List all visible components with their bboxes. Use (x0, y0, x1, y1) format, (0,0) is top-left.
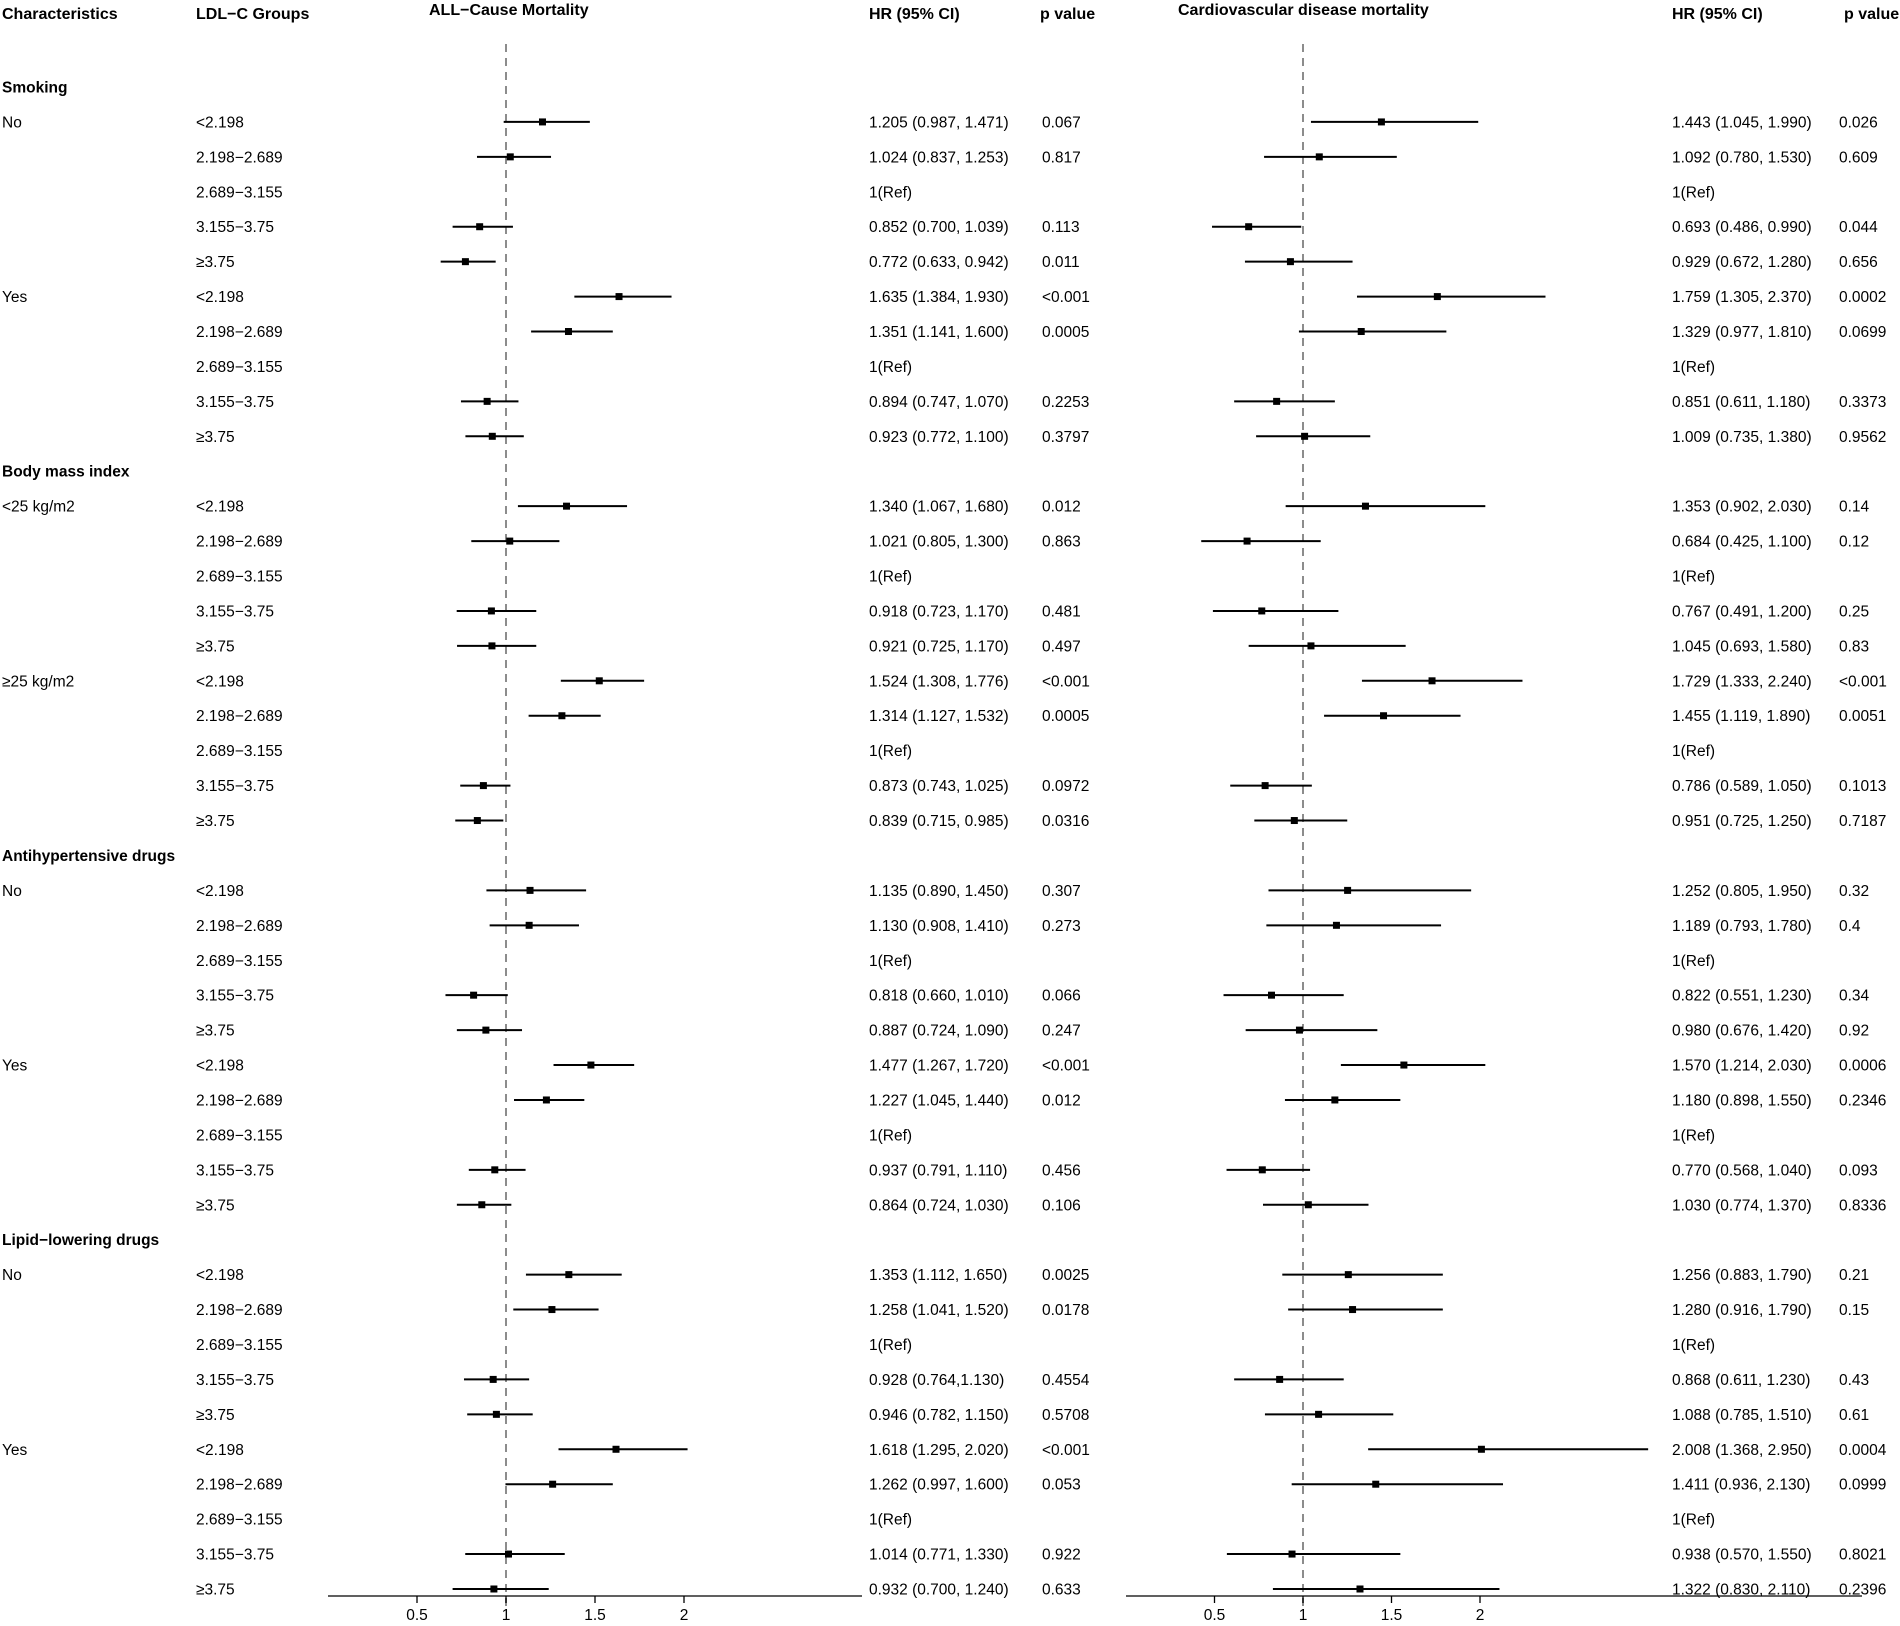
hr-ci-all-cause: 0.873 (0.743, 1.025) (869, 778, 1009, 796)
hr-point-cvd (1287, 258, 1294, 265)
p-value-all-cause: 0.0005 (1042, 708, 1090, 726)
hr-point-cvd (1349, 1306, 1356, 1313)
ldl-group-label: 2.689−3.155 (196, 1511, 283, 1529)
hr-ci-all-cause: 1(Ref) (869, 1511, 913, 1529)
ldl-group-label: 2.198−2.689 (196, 533, 283, 551)
hr-ci-cvd: 1.252 (0.805, 1.950) (1672, 882, 1812, 900)
p-value-all-cause: 0.456 (1042, 1162, 1081, 1180)
p-value-cvd: 0.61 (1839, 1406, 1870, 1424)
hr-ci-all-cause: 1.314 (1.127, 1.532) (869, 708, 1009, 726)
hr-ci-cvd: 1.729 (1.333, 2.240) (1672, 673, 1812, 691)
ldl-group-label: <2.198 (196, 1441, 244, 1459)
header-ldl-groups: LDL−C Groups (196, 6, 310, 23)
p-value-cvd: 0.92 (1839, 1022, 1870, 1040)
hr-ci-all-cause: 1(Ref) (869, 358, 913, 376)
p-value-all-cause: 0.481 (1042, 603, 1081, 621)
p-value-all-cause: 0.012 (1042, 498, 1081, 516)
p-value-all-cause: 0.5708 (1042, 1406, 1090, 1424)
p-value-all-cause: 0.0025 (1042, 1267, 1090, 1285)
hr-ci-cvd: 1.570 (1.214, 2.030) (1672, 1057, 1812, 1075)
ldl-group-label: 2.198−2.689 (196, 917, 283, 935)
hr-ci-cvd: 1.353 (0.902, 2.030) (1672, 498, 1812, 516)
hr-ci-all-cause: 1.258 (1.041, 1.520) (869, 1302, 1009, 1320)
hr-ci-all-cause: 1.635 (1.384, 1.930) (869, 289, 1009, 307)
hr-ci-all-cause: 1(Ref) (869, 184, 913, 202)
ldl-group-label: 3.155−3.75 (196, 1546, 275, 1564)
hr-ci-all-cause: 1.353 (1.112, 1.650) (869, 1267, 1008, 1285)
ldl-group-label: <2.198 (196, 114, 244, 132)
hr-point-all-cause (558, 712, 565, 719)
p-value-cvd: 0.8021 (1839, 1546, 1887, 1564)
p-value-all-cause: 0.922 (1042, 1546, 1081, 1564)
hr-point-cvd (1380, 712, 1387, 719)
p-value-cvd: 0.83 (1839, 638, 1870, 656)
hr-ci-all-cause: 1(Ref) (869, 568, 913, 586)
hr-ci-all-cause: 0.887 (0.724, 1.090) (869, 1022, 1009, 1040)
hr-ci-all-cause: 0.946 (0.782, 1.150) (869, 1406, 1009, 1424)
hr-point-cvd (1291, 817, 1298, 824)
hr-ci-cvd: 2.008 (1.368, 2.950) (1672, 1441, 1812, 1459)
hr-point-cvd (1268, 992, 1275, 999)
header-panel1-title: ALL−Cause Mortality (429, 2, 589, 19)
hr-point-cvd (1345, 1271, 1352, 1278)
hr-ci-cvd: 0.851 (0.611, 1.180) (1672, 393, 1811, 411)
hr-point-all-cause (548, 1306, 555, 1313)
hr-point-all-cause (613, 1446, 620, 1453)
p-value-cvd: 0.3373 (1839, 393, 1887, 411)
ldl-group-label: <2.198 (196, 1267, 244, 1285)
p-value-cvd: 0.4 (1839, 917, 1861, 935)
subgroup-label: No (2, 114, 22, 132)
hr-point-cvd (1478, 1446, 1485, 1453)
hr-point-all-cause (587, 1062, 594, 1069)
ldl-group-label: 3.155−3.75 (196, 393, 275, 411)
hr-point-cvd (1258, 607, 1265, 614)
header-panel2-hr: HR (95% CI) (1672, 6, 1763, 23)
hr-point-all-cause (596, 677, 603, 684)
hr-point-all-cause (488, 642, 495, 649)
hr-ci-cvd: 1.759 (1.305, 2.370) (1672, 289, 1812, 307)
hr-point-all-cause (549, 1481, 556, 1488)
axis-tick-label: 1 (1298, 1607, 1308, 1624)
ldl-group-label: 2.689−3.155 (196, 1127, 283, 1145)
p-value-cvd: 0.609 (1839, 149, 1878, 167)
ldl-group-label: 2.689−3.155 (196, 358, 283, 376)
ldl-group-label: 3.155−3.75 (196, 1371, 275, 1389)
header-panel2-p: p value (1844, 6, 1900, 23)
hr-point-all-cause (527, 887, 534, 894)
hr-ci-all-cause: 0.818 (0.660, 1.010) (869, 987, 1009, 1005)
hr-point-cvd (1331, 1096, 1338, 1103)
hr-point-all-cause (462, 258, 469, 265)
header-panel2-title: Cardiovascular disease mortality (1178, 2, 1429, 19)
p-value-all-cause: <0.001 (1042, 1441, 1090, 1459)
hr-ci-all-cause: 0.921 (0.725, 1.170) (869, 638, 1009, 656)
axis-ticks (406, 1596, 1484, 1624)
ldl-group-label: ≥3.75 (196, 638, 235, 656)
hr-ci-cvd: 1(Ref) (1672, 1127, 1716, 1145)
hr-point-all-cause (506, 538, 513, 545)
p-value-all-cause: 0.066 (1042, 987, 1081, 1005)
hr-ci-cvd: 1.030 (0.774, 1.370) (1672, 1197, 1812, 1215)
p-value-all-cause: 0.247 (1042, 1022, 1081, 1040)
hr-ci-cvd: 0.868 (0.611, 1.230) (1672, 1371, 1811, 1389)
hr-point-cvd (1356, 1585, 1363, 1592)
hr-ci-all-cause: 1(Ref) (869, 1127, 913, 1145)
hr-ci-all-cause: 1.130 (0.908, 1.410) (869, 917, 1009, 935)
axis-tick-label: 1.5 (1380, 1607, 1403, 1624)
hr-ci-all-cause: 0.932 (0.700, 1.240) (869, 1581, 1009, 1599)
p-value-cvd: 0.044 (1839, 219, 1878, 237)
header-characteristics: Characteristics (2, 6, 118, 23)
p-value-cvd: 0.0002 (1839, 289, 1887, 307)
ldl-group-label: <2.198 (196, 289, 244, 307)
hr-point-all-cause (563, 503, 570, 510)
hr-ci-all-cause: 1.524 (1.308, 1.776) (869, 673, 1009, 691)
hr-ci-all-cause: 0.928 (0.764,1.130) (869, 1371, 1005, 1389)
ldl-group-label: <2.198 (196, 1057, 244, 1075)
p-value-all-cause: 0.497 (1042, 638, 1081, 656)
ldl-group-label: ≥3.75 (196, 1022, 235, 1040)
hr-ci-cvd: 0.980 (0.676, 1.420) (1672, 1022, 1812, 1040)
hr-point-all-cause (526, 922, 533, 929)
subgroup-label: Yes (2, 289, 28, 307)
ldl-group-label: ≥3.75 (196, 254, 235, 272)
hr-point-all-cause (491, 1166, 498, 1173)
p-value-all-cause: 0.0005 (1042, 324, 1090, 342)
hr-ci-cvd: 1.455 (1.119, 1.890) (1672, 708, 1811, 726)
hr-point-all-cause (543, 1096, 550, 1103)
p-value-cvd: 0.8336 (1839, 1197, 1887, 1215)
hr-point-cvd (1305, 1201, 1312, 1208)
p-value-cvd: 0.9562 (1839, 428, 1887, 446)
p-value-all-cause: 0.0178 (1042, 1302, 1090, 1320)
ldl-group-label: 2.198−2.689 (196, 324, 283, 342)
axis-tick-label: 0.5 (406, 1607, 428, 1624)
hr-ci-all-cause: 0.852 (0.700, 1.039) (869, 219, 1009, 237)
hr-ci-all-cause: 0.864 (0.724, 1.030) (869, 1197, 1009, 1215)
p-value-cvd: 0.14 (1839, 498, 1870, 516)
section-label: Antihypertensive drugs (2, 847, 176, 865)
hr-point-all-cause (490, 1585, 497, 1592)
hr-point-all-cause (478, 1201, 485, 1208)
hr-ci-all-cause: 0.772 (0.633, 0.942) (869, 254, 1009, 272)
hr-ci-cvd: 0.786 (0.589, 1.050) (1672, 778, 1812, 796)
hr-point-cvd (1429, 677, 1436, 684)
p-value-all-cause: 0.307 (1042, 882, 1081, 900)
p-value-all-cause: 0.113 (1042, 219, 1080, 237)
hr-ci-cvd: 1.443 (1.045, 1.990) (1672, 114, 1812, 132)
p-value-cvd: 0.093 (1839, 1162, 1878, 1180)
p-value-cvd: 0.43 (1839, 1371, 1870, 1389)
p-value-all-cause: 0.3797 (1042, 428, 1090, 446)
hr-ci-all-cause: 1.262 (0.997, 1.600) (869, 1476, 1009, 1494)
hr-ci-all-cause: 0.839 (0.715, 0.985) (869, 813, 1009, 831)
hr-point-cvd (1315, 1411, 1322, 1418)
hr-ci-all-cause: 1.021 (0.805, 1.300) (869, 533, 1009, 551)
p-value-cvd: 0.0699 (1839, 324, 1887, 342)
hr-ci-all-cause: 1.135 (0.890, 1.450) (869, 882, 1009, 900)
hr-point-all-cause (505, 1551, 512, 1558)
hr-ci-cvd: 1.322 (0.830, 2.110) (1672, 1581, 1811, 1599)
p-value-cvd: 0.0051 (1839, 708, 1887, 726)
axis-tick-label: 1.5 (584, 1607, 606, 1624)
p-value-all-cause: 0.106 (1042, 1197, 1081, 1215)
hr-ci-cvd: 1(Ref) (1672, 184, 1716, 202)
hr-ci-all-cause: 0.894 (0.747, 1.070) (869, 393, 1009, 411)
subgroup-label: No (2, 882, 22, 900)
p-value-cvd: 0.656 (1839, 254, 1878, 272)
p-value-all-cause: 0.273 (1042, 917, 1081, 935)
hr-ci-all-cause: 1.618 (1.295, 2.020) (869, 1441, 1009, 1459)
hr-ci-cvd: 1(Ref) (1672, 1336, 1716, 1354)
hr-ci-cvd: 0.822 (0.551, 1.230) (1672, 987, 1812, 1005)
hr-ci-all-cause: 1.014 (0.771, 1.330) (869, 1546, 1009, 1564)
hr-ci-all-cause: 1.024 (0.837, 1.253) (869, 149, 1009, 167)
hr-point-cvd (1296, 1027, 1303, 1034)
p-value-cvd: 0.026 (1839, 114, 1878, 132)
axis-tick-label: 0.5 (1203, 1607, 1226, 1624)
p-value-all-cause: <0.001 (1042, 673, 1090, 691)
p-value-cvd: 0.0004 (1839, 1441, 1887, 1459)
section-label: Lipid−lowering drugs (2, 1232, 160, 1250)
hr-point-cvd (1289, 1551, 1296, 1558)
hr-point-cvd (1276, 1376, 1283, 1383)
p-value-all-cause: 0.012 (1042, 1092, 1081, 1110)
hr-ci-all-cause: 1(Ref) (869, 743, 913, 761)
hr-ci-cvd: 0.929 (0.672, 1.280) (1672, 254, 1812, 272)
hr-ci-cvd: 1.045 (0.693, 1.580) (1672, 638, 1812, 656)
ldl-group-label: ≥3.75 (196, 1581, 235, 1599)
p-value-cvd: 0.34 (1839, 987, 1870, 1005)
hr-point-all-cause (565, 1271, 572, 1278)
p-value-cvd: 0.21 (1839, 1267, 1870, 1285)
ldl-group-label: 3.155−3.75 (196, 603, 275, 621)
hr-ci-cvd: 1.329 (0.977, 1.810) (1672, 324, 1812, 342)
p-value-all-cause: 0.011 (1042, 254, 1080, 272)
p-value-cvd: 0.32 (1839, 882, 1870, 900)
hr-point-cvd (1378, 118, 1385, 125)
hr-ci-all-cause: 1.227 (1.045, 1.440) (869, 1092, 1009, 1110)
p-value-cvd: 0.2346 (1839, 1092, 1887, 1110)
subgroup-label: Yes (2, 1441, 28, 1459)
p-value-all-cause: 0.4554 (1042, 1371, 1090, 1389)
ldl-group-label: 3.155−3.75 (196, 987, 275, 1005)
hr-ci-cvd: 1(Ref) (1672, 952, 1716, 970)
p-value-all-cause: <0.001 (1042, 1057, 1090, 1075)
ldl-group-label: 2.198−2.689 (196, 149, 283, 167)
hr-point-cvd (1244, 538, 1251, 545)
rows (2, 80, 1887, 1599)
hr-ci-cvd: 0.938 (0.570, 1.550) (1672, 1546, 1812, 1564)
subgroup-label: No (2, 1267, 22, 1285)
hr-point-all-cause (482, 1027, 489, 1034)
hr-ci-cvd: 0.767 (0.491, 1.200) (1672, 603, 1812, 621)
hr-ci-cvd: 0.770 (0.568, 1.040) (1672, 1162, 1812, 1180)
p-value-all-cause: 0.633 (1042, 1581, 1081, 1599)
hr-point-all-cause (489, 433, 496, 440)
ldl-group-label: 2.198−2.689 (196, 1092, 283, 1110)
hr-ci-cvd: 1.411 (0.936, 2.130) (1672, 1476, 1811, 1494)
ldl-group-label: 3.155−3.75 (196, 219, 275, 237)
hr-point-cvd (1307, 642, 1314, 649)
hr-point-cvd (1262, 782, 1269, 789)
hr-ci-all-cause: 0.937 (0.791, 1.110) (869, 1162, 1008, 1180)
hr-point-cvd (1259, 1166, 1266, 1173)
p-value-cvd: <0.001 (1839, 673, 1887, 691)
hr-ci-cvd: 1(Ref) (1672, 358, 1716, 376)
hr-point-cvd (1344, 887, 1351, 894)
hr-point-all-cause (565, 328, 572, 335)
hr-ci-cvd: 1.189 (0.793, 1.780) (1672, 917, 1812, 935)
p-value-all-cause: 0.0972 (1042, 778, 1090, 796)
p-value-cvd: 0.12 (1839, 533, 1870, 551)
hr-point-all-cause (476, 223, 483, 230)
hr-ci-cvd: 1(Ref) (1672, 743, 1716, 761)
hr-ci-all-cause: 1.351 (1.141, 1.600) (869, 324, 1009, 342)
ldl-group-label: <2.198 (196, 673, 244, 691)
hr-point-cvd (1434, 293, 1441, 300)
hr-ci-all-cause: 1.340 (1.067, 1.680) (869, 498, 1009, 516)
hr-point-cvd (1273, 398, 1280, 405)
hr-point-all-cause (539, 118, 546, 125)
hr-ci-cvd: 0.693 (0.486, 0.990) (1672, 219, 1812, 237)
p-value-cvd: 0.7187 (1839, 813, 1887, 831)
ldl-group-label: 2.689−3.155 (196, 952, 283, 970)
p-value-cvd: 0.1013 (1839, 778, 1887, 796)
p-value-all-cause: <0.001 (1042, 289, 1090, 307)
hr-point-all-cause (480, 782, 487, 789)
hr-ci-cvd: 1.256 (0.883, 1.790) (1672, 1267, 1812, 1285)
hr-point-all-cause (470, 992, 477, 999)
hr-ci-all-cause: 0.918 (0.723, 1.170) (869, 603, 1009, 621)
hr-point-all-cause (474, 817, 481, 824)
section-label: Smoking (2, 79, 68, 97)
hr-ci-all-cause: 1(Ref) (869, 952, 913, 970)
ldl-group-label: 3.155−3.75 (196, 778, 275, 796)
hr-ci-cvd: 1.280 (0.916, 1.790) (1672, 1302, 1812, 1320)
hr-point-all-cause (616, 293, 623, 300)
hr-point-all-cause (493, 1411, 500, 1418)
section-label: Body mass index (2, 463, 130, 481)
p-value-cvd: 0.25 (1839, 603, 1870, 621)
hr-ci-cvd: 1.009 (0.735, 1.380) (1672, 428, 1812, 446)
hr-point-cvd (1372, 1481, 1379, 1488)
hr-point-all-cause (507, 153, 514, 160)
p-value-cvd: 0.15 (1839, 1302, 1870, 1320)
p-value-all-cause: 0.053 (1042, 1476, 1081, 1494)
hr-ci-cvd: 0.951 (0.725, 1.250) (1672, 813, 1812, 831)
p-value-cvd: 0.0999 (1839, 1476, 1887, 1494)
axis-tick-label: 2 (679, 1607, 689, 1624)
hr-ci-cvd: 1(Ref) (1672, 1511, 1716, 1529)
hr-point-cvd (1301, 433, 1308, 440)
ldl-group-label: ≥3.75 (196, 1406, 235, 1424)
p-value-cvd: 0.0006 (1839, 1057, 1887, 1075)
hr-point-cvd (1358, 328, 1365, 335)
hr-point-cvd (1316, 153, 1323, 160)
p-value-all-cause: 0.0316 (1042, 813, 1090, 831)
ldl-group-label: ≥3.75 (196, 428, 235, 446)
p-value-all-cause: 0.2253 (1042, 393, 1090, 411)
hr-point-all-cause (484, 398, 491, 405)
p-value-all-cause: 0.067 (1042, 114, 1081, 132)
header-panel1-p: p value (1040, 6, 1096, 23)
ldl-group-label: <2.198 (196, 498, 244, 516)
hr-point-cvd (1245, 223, 1252, 230)
ldl-group-label: 2.198−2.689 (196, 708, 283, 726)
ldl-group-label: 3.155−3.75 (196, 1162, 275, 1180)
header-panel1-hr: HR (95% CI) (869, 6, 960, 23)
ldl-group-label: 2.689−3.155 (196, 743, 283, 761)
p-value-cvd: 0.2396 (1839, 1581, 1887, 1599)
ldl-group-label: ≥3.75 (196, 1197, 235, 1215)
hr-point-all-cause (490, 1376, 497, 1383)
ldl-group-label: <2.198 (196, 882, 244, 900)
hr-ci-cvd: 0.684 (0.425, 1.100) (1672, 533, 1812, 551)
hr-ci-all-cause: 1.205 (0.987, 1.471) (869, 114, 1009, 132)
hr-ci-all-cause: 1(Ref) (869, 1336, 913, 1354)
hr-point-cvd (1362, 503, 1369, 510)
p-value-all-cause: 0.863 (1042, 533, 1081, 551)
subgroup-label: <25 kg/m2 (2, 498, 75, 516)
hr-ci-cvd: 1.180 (0.898, 1.550) (1672, 1092, 1812, 1110)
ldl-group-label: 2.689−3.155 (196, 1336, 283, 1354)
axis-tick-label: 2 (1475, 1607, 1485, 1624)
hr-ci-cvd: 1.092 (0.780, 1.530) (1672, 149, 1812, 167)
hr-ci-all-cause: 1.477 (1.267, 1.720) (869, 1057, 1009, 1075)
axis-tick-label: 1 (501, 1607, 511, 1624)
ldl-group-label: 2.198−2.689 (196, 1476, 283, 1494)
hr-ci-cvd: 1.088 (0.785, 1.510) (1672, 1406, 1812, 1424)
ldl-group-label: 2.689−3.155 (196, 568, 283, 586)
hr-point-cvd (1333, 922, 1340, 929)
subgroup-label: Yes (2, 1057, 28, 1075)
hr-ci-cvd: 1(Ref) (1672, 568, 1716, 586)
ldl-group-label: ≥3.75 (196, 813, 235, 831)
p-value-all-cause: 0.817 (1042, 149, 1081, 167)
subgroup-label: ≥25 kg/m2 (2, 673, 75, 691)
ldl-group-label: 2.689−3.155 (196, 184, 283, 202)
hr-point-cvd (1400, 1062, 1407, 1069)
hr-point-all-cause (488, 607, 495, 614)
ldl-group-label: 2.198−2.689 (196, 1302, 283, 1320)
hr-ci-all-cause: 0.923 (0.772, 1.100) (869, 428, 1009, 446)
